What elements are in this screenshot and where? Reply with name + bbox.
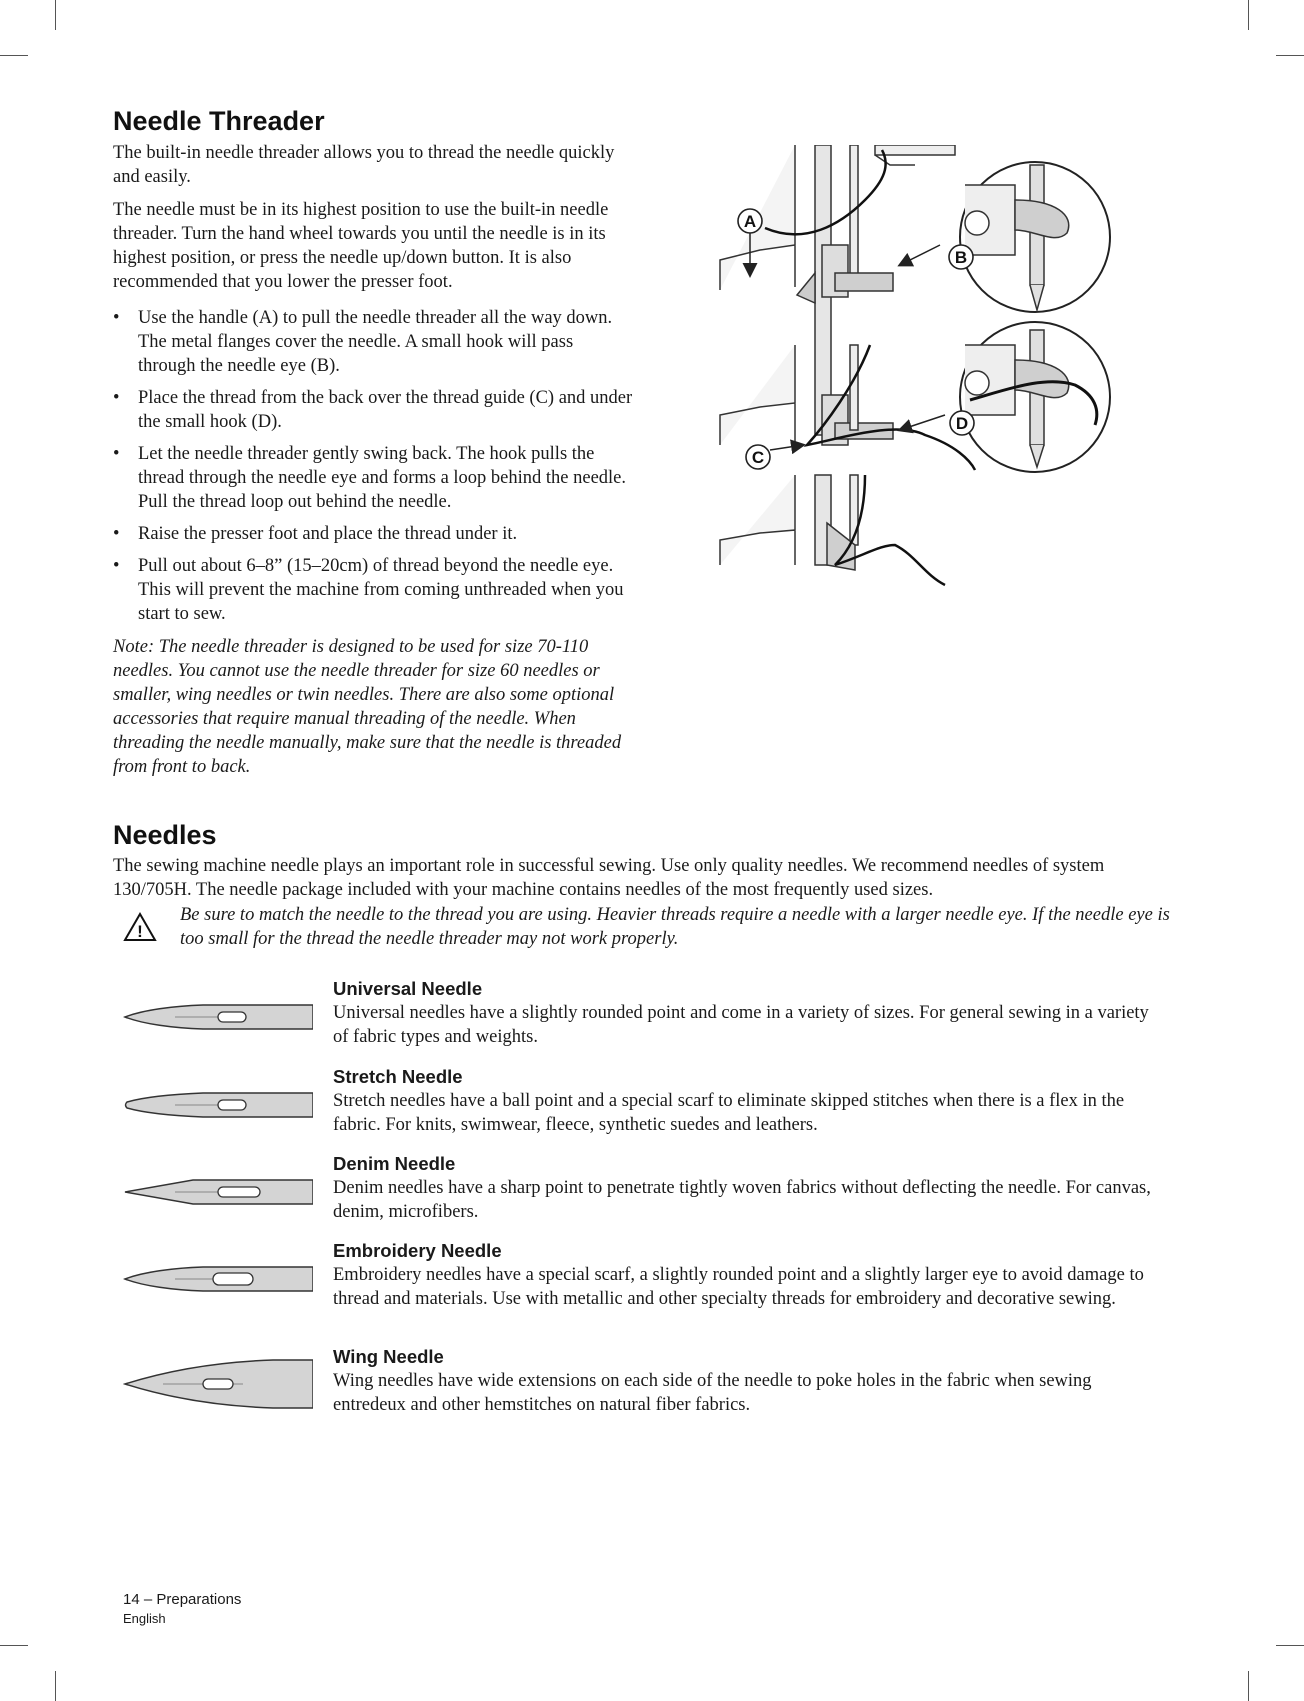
crop-mark (55, 0, 56, 30)
threader-step-1-drawing (720, 145, 955, 435)
needle-type-desc: Universal needles have a slightly rounded point and come in a variety of sizes. For general sewing in a variety of fabric types and weights. (333, 1003, 1149, 1047)
threader-intro-2: The needle must be in its highest position to use the built-in needle threader. Turn the hand wheel towards you until the needle is in its highest position, or press the needle up/down button. It is also recommended that you lower the presser foot. (113, 200, 609, 292)
needle-type-row (113, 1240, 1163, 1340)
stretch-needle-icon (123, 1090, 313, 1120)
language-label: English (123, 1611, 166, 1626)
list-item (113, 442, 633, 514)
crop-mark (1276, 1645, 1304, 1646)
step-text: Place the thread from the back over the thread guide (C) and under the small hook (D). (138, 388, 633, 432)
wing-needle-icon (123, 1358, 313, 1410)
needle-type-title: Wing Needle (333, 1346, 444, 1367)
thread-guide-arrow (770, 445, 803, 450)
list-item (113, 386, 633, 434)
needle-type-desc: Wing needles have wide extensions on each side of the needle to poke holes in the fabric when sewing entredeux and other hemstitches on natural fiber fabrics. (333, 1371, 1092, 1415)
step-text: Raise the presser foot and place the thread under it. (138, 524, 518, 544)
needle-type-row (113, 978, 1163, 1058)
callout-b: B (954, 248, 968, 267)
bullet-icon: • (113, 388, 120, 408)
section-title-needle-threader: Needle Threader (113, 106, 325, 136)
needle-type-desc: Embroidery needles have a special scarf, a slightly rounded point and a slightly larger eye to avoid damage to thread and materials. Use with metallic and other specialty threads for embroidery and decorative sewing. (333, 1265, 1144, 1309)
step-text: Pull out about 6–8” (15–20cm) of thread beyond the needle eye. This will prevent the machine from coming unthreaded when you start to sew. (138, 556, 624, 624)
threader-note: Note: The needle threader is designed to be used for size 70-110 needles. You cannot use the needle threader for size 60 needles or smaller, wing needles or twin needles. There are also some optional accessories that require manual threading of the needle. When threading the needle manually, make sure that the needle is threaded from front to back. (113, 637, 622, 777)
crop-mark (0, 55, 28, 56)
warning-glyph: ! (137, 922, 143, 941)
crop-mark (1248, 0, 1249, 30)
step-text: Use the handle (A) to pull the needle threader all the way down. The metal flanges cover the needle. A small hook will pass through the needle eye (B). (138, 308, 613, 376)
callout-a: A (743, 212, 757, 231)
hook-arrow (900, 415, 945, 430)
callout-d: D (955, 414, 969, 433)
needle-eye-arrow (900, 245, 940, 265)
callout-c: C (751, 448, 765, 467)
needles-warning: Be sure to match the needle to the thread you are using. Heavier threads require a needle with a larger needle eye. If the needle eye is too small for the thread the needle threader may not work properly. (180, 905, 1170, 949)
needle-type-title: Stretch Needle (333, 1066, 463, 1087)
needles-intro: The sewing machine needle plays an important role in successful sewing. Use only quality needles. We recommend needles of system 130/705H. The needle package included with your machine contains needles of the most frequently used sizes. (113, 856, 1105, 900)
denim-needle-icon (123, 1177, 313, 1207)
list-item (113, 522, 633, 546)
page-number: 14 – Preparations (123, 1591, 242, 1608)
needle-type-desc: Denim needles have a sharp point to penetrate tightly woven fabrics without deflecting the needle. For canvas, denim, microfibers. (333, 1178, 1151, 1222)
threader-step-2-drawing (720, 345, 893, 445)
needle-threader-illustration (715, 145, 1120, 590)
crop-mark (1276, 55, 1304, 56)
threader-step-3-drawing (720, 475, 858, 570)
crop-mark (1248, 1671, 1249, 1701)
embroidery-needle-icon (123, 1264, 313, 1294)
list-item (113, 306, 633, 378)
needle-type-desc: Stretch needles have a ball point and a special scarf to eliminate skipped stitches when there is a flex in the fabric. For knits, swimwear, fleece, synthetic suedes and leathers. (333, 1091, 1125, 1135)
needle-type-row (113, 1066, 1163, 1146)
step-text: Let the needle threader gently swing back. The hook pulls the thread through the needle eye and forms a loop behind the needle. Pull the thread loop out behind the needle. (138, 444, 627, 512)
section-title-needles: Needles (113, 820, 217, 850)
needle-type-row (113, 1346, 1163, 1436)
bullet-icon: • (113, 556, 120, 576)
universal-needle-icon (123, 1002, 313, 1032)
needle-type-row (113, 1153, 1163, 1233)
needle-type-title: Denim Needle (333, 1153, 456, 1174)
crop-mark (0, 1645, 28, 1646)
bullet-icon: • (113, 444, 120, 464)
warning-icon (123, 912, 157, 942)
list-item (113, 554, 633, 626)
threader-intro-1: The built-in needle threader allows you to thread the needle quickly and easily. (113, 143, 615, 187)
needle-type-title: Universal Needle (333, 978, 483, 999)
bullet-icon: • (113, 524, 120, 544)
threader-steps (113, 306, 633, 634)
needle-type-title: Embroidery Needle (333, 1240, 502, 1261)
crop-mark (55, 1671, 56, 1701)
bullet-icon: • (113, 308, 120, 328)
